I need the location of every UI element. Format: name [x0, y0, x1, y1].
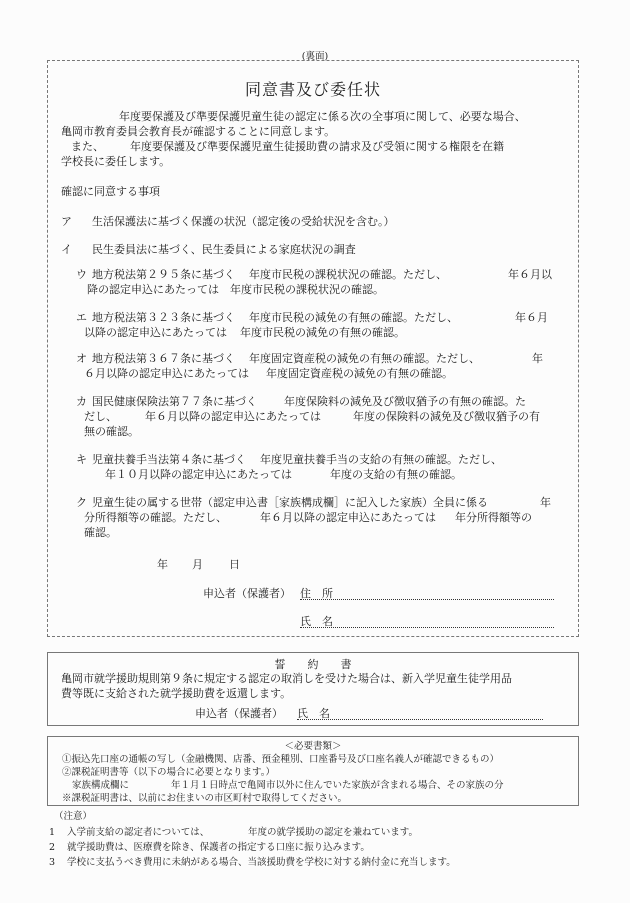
item-u-text-1a: 地方税法第２９５条に基づく — [92, 268, 235, 281]
intro-line-2: 亀岡市教育委員会教育長が確認することに同意します。 — [61, 125, 336, 138]
item-o-text-1b: 年度固定資産税の減免の有無の確認。ただし、 — [249, 352, 480, 365]
intro-line-4: 学校長に委任します。 — [61, 155, 171, 168]
note-3-text: 学校に支払うべき費用に未納がある場合、当該援助費を学校に対する納付金に充当します。 — [67, 857, 456, 868]
item-ku-key: ク — [76, 496, 87, 509]
item-ku-text-1b: 年 — [540, 496, 551, 509]
date-month-label: 月 — [192, 558, 203, 571]
oath-title: 誓 約 書 — [274, 658, 352, 671]
required-doc-2: ②課税証明書等（以下の場合に必要となります。） — [62, 767, 275, 778]
intro-line-3b: 年度要保護及び準要保護児童生徒援助費の請求及び受領に関する権限を在籍 — [130, 140, 504, 153]
item-o-text-2a: ６月以降の認定申込にあたっては — [84, 367, 249, 380]
item-i-key: イ — [61, 243, 72, 256]
item-ki-text-2a: 年１０月以降の認定申込にあたっては — [105, 468, 292, 481]
item-ka-text-1b: 年度保険料の減免及び徴収猶予の有無の確認。た — [284, 395, 526, 408]
required-docs-title: ＜必要書類＞ — [284, 741, 342, 752]
oath-applicant-label: 申込者（保護者） — [195, 707, 283, 720]
name-field[interactable] — [300, 615, 554, 628]
item-ki-text-1b: 年度児童扶養手当の支給の有無の確認。ただし、 — [260, 453, 502, 466]
item-o-text-2b: 年度固定資産税の減免の有無の確認。 — [266, 367, 453, 380]
address-field[interactable] — [300, 587, 554, 600]
item-ku-text-1a: 児童生徒の属する世帯（認定申込書［家族構成欄］に記入した家族）全員に係る — [92, 496, 488, 509]
item-u-text-1b: 年度市民税の課税状況の確認。ただし、 — [249, 268, 447, 281]
oath-line-1: 亀岡市就学援助規則第９条に規定する認定の取消しを受けた場合は、新入学児童生徒学用品 — [61, 672, 512, 685]
item-ka-text-1a: 国民健康保険法第７７条に基づく — [92, 395, 257, 408]
oath-line-2: 費等既に支給された就学援助費を返還します。 — [61, 687, 292, 700]
item-e-text-1c: 年６月 — [515, 311, 548, 324]
item-ka-text-3: 無の確認。 — [84, 425, 139, 438]
name-label: 氏 名 — [300, 615, 333, 628]
oath-name-label: 氏 名 — [297, 707, 330, 720]
note-2-num: 2 — [49, 842, 56, 853]
item-ki-text-2b: 年度の支給の有無の確認。 — [330, 468, 462, 481]
item-ka-text-2b: 年６月以降の認定申込にあたっては — [145, 410, 321, 423]
item-ku-text-2a: 分所得額等の確認。ただし、 — [84, 511, 227, 524]
item-ku-text-2c: 年分所得額等の — [455, 511, 532, 524]
item-u-key: ウ — [76, 268, 87, 281]
item-e-text-2b: 年度市民税の減免の有無の確認。 — [240, 326, 405, 339]
intro-line-3a: また、 — [71, 140, 104, 153]
item-ku-text-2b: 年６月以降の認定申込にあたっては — [260, 511, 436, 524]
required-doc-2-detail-b: 年１月１日時点で亀岡市以外に住んでいた家族が含まれる場合、その家族の分 — [171, 780, 504, 791]
item-ku-text-3: 確認。 — [84, 526, 117, 539]
note-2-text: 就学援助費は、医療費を除き、保護者の指定する口座に振り込みます。 — [67, 842, 370, 853]
item-e-text-1b: 年度市民税の減免の有無の確認。ただし、 — [249, 311, 458, 324]
item-a-text: 生活保護法に基づく保護の状況（認定後の受給状況を含む。） — [92, 215, 395, 228]
item-u-text-2a: 降の認定申込にあたっては — [87, 283, 219, 296]
oath-name-field[interactable] — [297, 707, 543, 720]
required-doc-note: ※課税証明書は、以前にお住まいの市区町村で取得してください。 — [62, 793, 348, 804]
item-ki-key: キ — [76, 453, 87, 466]
intro-line-1: 年度要保護及び準要保護児童生徒の認定に係る次の全事項に関して、必要な場合、 — [119, 110, 526, 123]
section-heading: 確認に同意する事項 — [61, 185, 160, 198]
consent-title: 同意書及び委任状 — [244, 80, 381, 99]
address-label: 住 所 — [300, 587, 333, 600]
item-u-text-1c: 年６月以 — [508, 268, 552, 281]
note-1-text-b: 年度の就学援助の認定を兼ねています。 — [248, 827, 419, 838]
note-1-num: 1 — [49, 827, 56, 838]
item-ka-text-2c: 年度の保険料の減免及び徴収猶予の有 — [353, 410, 540, 423]
back-side-label: (裏面) — [301, 51, 329, 62]
item-ki-text-1a: 児童扶養手当法第４条に基づく — [92, 453, 246, 466]
notes-heading: （注意） — [54, 811, 93, 822]
item-o-text-1a: 地方税法第３６７条に基づく — [92, 352, 235, 365]
item-ka-key: カ — [76, 395, 87, 408]
note-3-num: 3 — [49, 857, 56, 868]
required-doc-1: ①振込先口座の通帳の写し（金融機関、店番、預金種別、口座番号及び口座名義人が確認できるもの） — [62, 754, 500, 765]
item-i-text: 民生委員法に基づく、民生委員による家庭状況の調査 — [92, 243, 356, 256]
applicant-label: 申込者（保護者） — [203, 587, 291, 600]
required-doc-2-detail-a: 家族構成欄に — [72, 780, 130, 791]
note-1-text-a: 入学前支給の認定者については、 — [67, 827, 210, 838]
item-u-text-2b: 年度市民税の課税状況の確認。 — [230, 283, 384, 296]
item-o-text-1c: 年 — [532, 352, 543, 365]
item-e-text-1a: 地方税法第３２３条に基づく — [92, 311, 235, 324]
item-a-key: ア — [61, 215, 72, 228]
item-e-text-2a: 以降の認定申込にあたっては — [84, 326, 227, 339]
item-e-key: エ — [76, 311, 87, 324]
date-day-label: 日 — [229, 558, 240, 571]
item-o-key: オ — [76, 352, 87, 365]
date-year-label: 年 — [157, 558, 168, 571]
item-ka-text-2a: だし、 — [84, 410, 117, 423]
